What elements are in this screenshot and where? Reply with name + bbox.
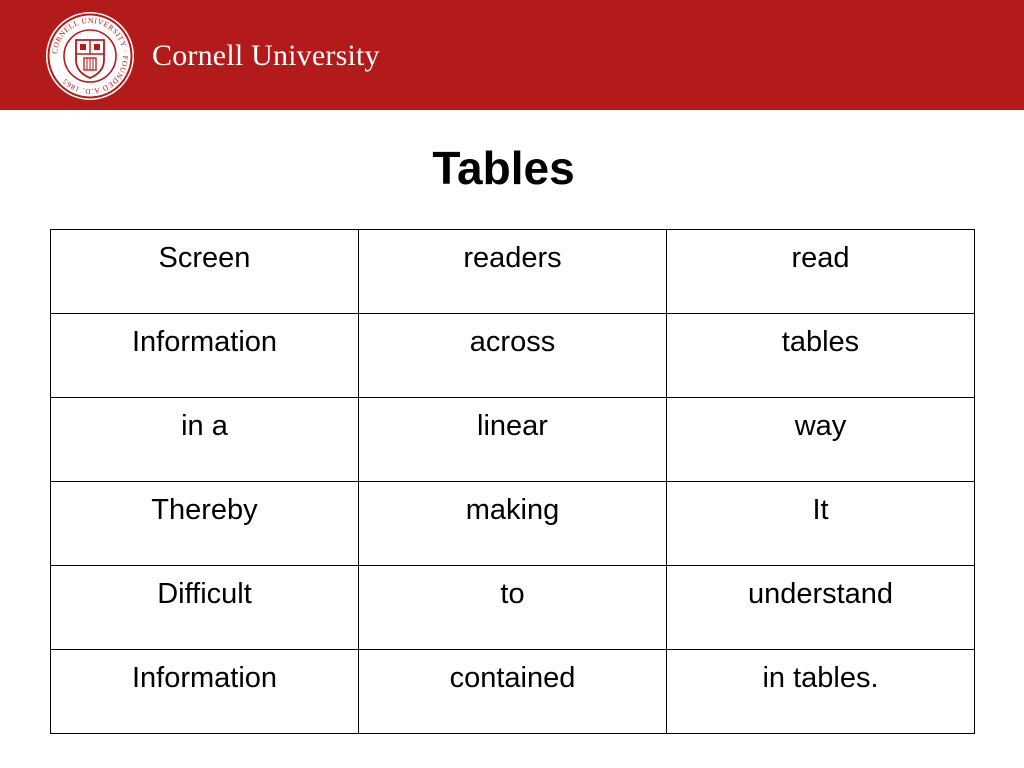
table-cell: Difficult [51,566,359,650]
university-wordmark: Cornell University [152,39,380,72]
table-cell: understand [667,566,975,650]
table-cell: Information [51,314,359,398]
table-cell: contained [359,650,667,734]
table-row [51,314,975,398]
table-cell: Screen [51,230,359,314]
slide-title: Tables [432,142,575,194]
table-cell: in tables. [667,650,975,734]
table-row [51,482,975,566]
table-row [51,398,975,482]
table-cell: way [667,398,975,482]
header-band [0,0,1024,110]
table-cell: tables [667,314,975,398]
table-row [51,566,975,650]
svg-text:CORNELL UNIVERSITY · FOUNDED A: CORNELL UNIVERSITY · FOUNDED A.D. 1865 [50,15,131,97]
table-cell: across [359,314,667,398]
table-row [51,650,975,734]
table-cell: read [667,230,975,314]
table-cell: Thereby [51,482,359,566]
table-cell: readers [359,230,667,314]
table-cell: Information [51,650,359,734]
table-cell: It [667,482,975,566]
cornell-seal-icon [44,10,136,102]
table-row [51,230,975,314]
words-table [50,229,975,734]
table-cell: linear [359,398,667,482]
table-cell: to [359,566,667,650]
table-cell: making [359,482,667,566]
table-cell: in a [51,398,359,482]
